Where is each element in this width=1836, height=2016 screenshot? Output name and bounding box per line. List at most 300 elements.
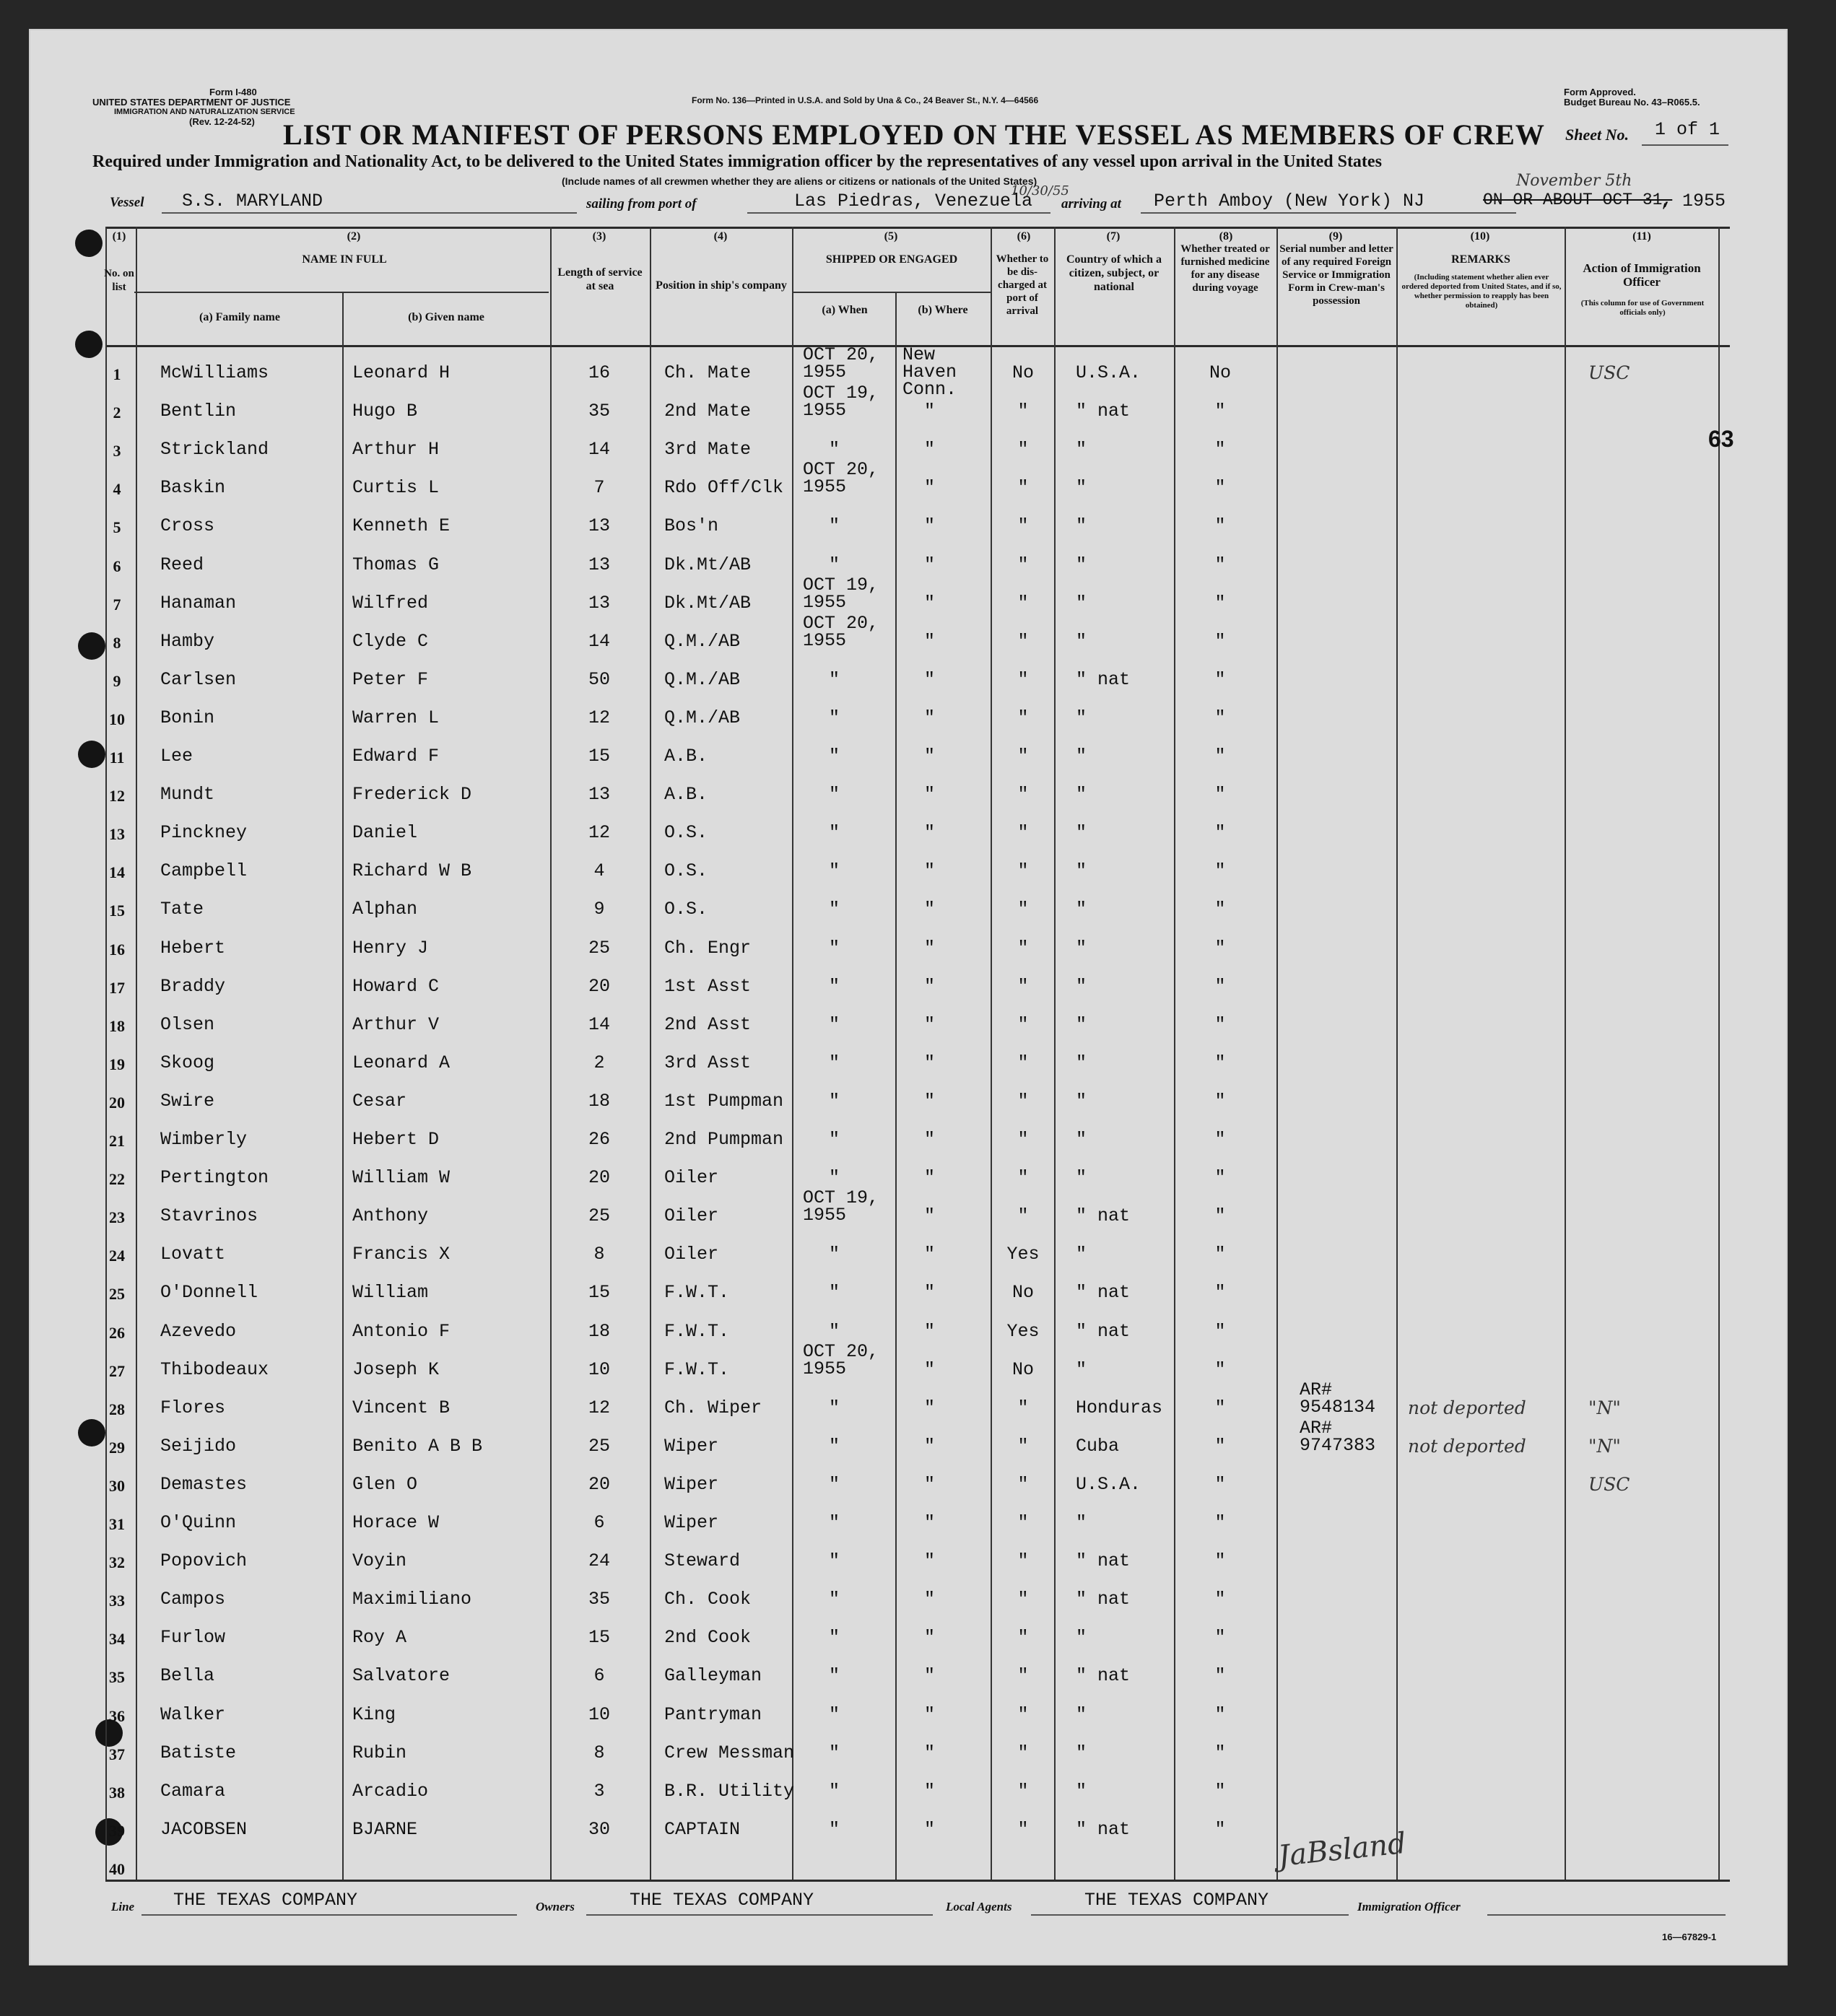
row-discharged: " [1017,1818,1029,1840]
row-immigration-action: USC [1588,362,1630,383]
line-value: THE TEXAS COMPANY [173,1890,358,1911]
row-treated: " [1214,1282,1226,1304]
row-position: 2nd Asst [664,1013,752,1035]
row-treated: " [1214,1703,1226,1725]
row-treated: " [1214,1205,1226,1227]
row-shipped-where: " [924,1818,936,1840]
row-position: Ch. Engr [664,937,752,959]
row-country: Honduras [1076,1397,1163,1418]
row-shipped-where: " [924,1512,936,1533]
row-given-name: Frederick D [352,784,472,806]
row-given-name: Edward F [352,746,440,767]
row-family-name: Bonin [160,707,215,728]
row-service-years: 7 [593,477,605,499]
row-family-name: Braddy [160,975,226,997]
row-discharged: " [1017,1052,1029,1073]
column-rule [1396,227,1398,1880]
row-shipped-where: New Haven Conn. [902,344,957,400]
owners-underline [586,1914,933,1916]
row-serial-number: AR# 9747383 [1300,1417,1376,1456]
row-country: " [1076,899,1087,920]
row-country: " [1076,515,1087,537]
row-shipped-when: OCT 19, 1955 [803,574,879,613]
arriving-port: Perth Amboy (New York) NJ [1154,191,1425,211]
row-treated: " [1214,1780,1226,1802]
row-discharged: " [1017,1013,1029,1035]
column-rule [550,227,552,1880]
row-family-name: Batiste [160,1742,237,1763]
row-treated: " [1214,1244,1226,1265]
officer-label: Immigration Officer [1357,1900,1461,1914]
row-service-years: 6 [593,1665,605,1687]
row-shipped-when: " [829,1320,840,1342]
row-number: 18 [109,1016,125,1035]
row-shipped-when: " [829,1627,840,1649]
row-family-name: Hamby [160,630,215,652]
row-shipped-where: " [924,1320,936,1342]
row-shipped-when: " [829,707,840,728]
column-header-c5: SHIPPED OR ENGAGED [825,253,958,266]
column-rule [792,227,793,1880]
row-shipped-where: " [924,746,936,767]
row-shipped-where: " [924,1703,936,1725]
column-header-c6: Whether to be dis-charged at port of arrival [996,253,1049,317]
row-shipped-where: " [924,1013,936,1035]
vessel-underline [162,212,577,214]
column-header-c3: Length of service at sea [557,266,643,292]
row-position: 1st Asst [664,975,752,997]
row-discharged: " [1017,1742,1029,1763]
column-header-c1: No. on list [104,268,134,293]
row-position: 2nd Pumpman [664,1129,784,1150]
row-family-name: Walker [160,1703,226,1725]
row-shipped-when: " [829,746,840,767]
row-immigration-action: USC [1588,1473,1630,1495]
column-header-c9: Serial number and letter of any required Foreign Service or Immigration Form in Crew-man's possession [1279,243,1393,307]
row-family-name: Pinckney [160,822,248,844]
row-given-name: BJARNE [352,1818,418,1840]
table-top-rule [105,227,1730,229]
row-position: Rdo Off/Clk [664,477,784,499]
row-shipped-when: " [829,1167,840,1189]
row-discharged: " [1017,860,1029,882]
row-number: 7 [113,595,121,614]
column-header-c8_num: (8) [1219,230,1233,243]
row-given-name: William W [352,1167,451,1189]
row-shipped-when: OCT 20, 1955 [803,459,879,498]
row-service-years: 4 [593,860,605,882]
row-service-years: 8 [593,1244,605,1265]
row-country: " [1076,1627,1087,1649]
row-service-years: 18 [588,1090,610,1112]
line-underline [142,1914,517,1916]
row-discharged: " [1017,439,1029,461]
row-shipped-when: " [829,1282,840,1304]
row-discharged: " [1017,1589,1029,1610]
row-shipped-where: " [924,439,936,461]
row-family-name: Campos [160,1589,226,1610]
row-discharged: " [1017,1129,1029,1150]
row-shipped-where: " [924,1358,936,1380]
row-discharged: " [1017,592,1029,614]
row-shipped-when: " [829,1742,840,1763]
row-shipped-when: " [829,439,840,461]
row-service-years: 35 [588,1589,610,1610]
punch-hole [75,230,103,257]
row-service-years: 14 [588,439,610,461]
row-family-name: Olsen [160,1013,215,1035]
row-immigration-action: "N" [1588,1397,1621,1418]
table-bottom-rule [105,1880,1730,1882]
column-header-c2_num: (2) [347,230,361,243]
row-family-name: Mundt [160,784,215,806]
row-discharged: " [1017,401,1029,422]
row-number: 19 [109,1055,125,1073]
row-shipped-where: " [924,1090,936,1112]
row-treated: " [1214,899,1226,920]
row-given-name: Benito A B B [352,1435,483,1457]
row-family-name: Lovatt [160,1244,226,1265]
column-rule [895,292,897,1880]
row-shipped-when: " [829,1665,840,1687]
row-country: " [1076,592,1087,614]
column-header-c5b: (b) Where [918,304,968,316]
row-position: A.B. [664,746,708,767]
row-given-name: Alphan [352,899,418,920]
row-country: " [1076,1090,1087,1112]
form-approved: Form Approved. [1564,87,1636,97]
row-treated: No [1209,362,1231,383]
row-discharged: " [1017,707,1029,728]
row-given-name: Warren L [352,707,440,728]
row-country: " [1076,1052,1087,1073]
row-number: 32 [109,1553,125,1572]
row-discharged: " [1017,975,1029,997]
row-country: " [1076,707,1087,728]
row-position: Ch. Mate [664,362,752,383]
row-family-name: Carlsen [160,668,237,690]
row-discharged: " [1017,477,1029,499]
row-discharged: " [1017,1397,1029,1418]
row-number: 5 [113,518,121,537]
row-family-name: Thibodeaux [160,1358,269,1380]
row-discharged: No [1011,1358,1034,1380]
row-position: Oiler [664,1244,719,1265]
row-treated: " [1214,1665,1226,1687]
row-number: 12 [109,787,125,806]
row-treated: " [1214,1742,1226,1763]
row-shipped-where: " [924,1397,936,1418]
row-discharged: " [1017,1205,1029,1227]
row-service-years: 25 [588,1205,610,1227]
row-shipped-where: " [924,707,936,728]
row-country: " nat [1076,401,1131,422]
row-given-name: William [352,1282,429,1304]
column-header-c8: Whether treated or furnished medicine for any disease during voyage [1180,243,1270,294]
row-service-years: 25 [588,937,610,959]
row-shipped-when: " [829,1818,840,1840]
row-country: " [1076,1129,1087,1150]
row-given-name: Wilfred [352,592,429,614]
row-service-years: 26 [588,1129,610,1150]
row-treated: " [1214,1435,1226,1457]
row-discharged: " [1017,554,1029,575]
row-position: A.B. [664,784,708,806]
sheet-underline [1642,144,1728,146]
agents-underline [1031,1914,1349,1916]
row-shipped-when: OCT 20, 1955 [803,1340,879,1379]
row-treated: " [1214,784,1226,806]
row-country: " [1076,630,1087,652]
row-shipped-where: " [924,1435,936,1457]
owners-value: THE TEXAS COMPANY [630,1890,814,1911]
row-service-years: 15 [588,1627,610,1649]
row-shipped-when: " [829,1512,840,1533]
column-rule [342,292,344,1880]
row-number: 37 [109,1745,125,1763]
row-country: " [1076,746,1087,767]
row-country: " nat [1076,1665,1131,1687]
row-shipped-where: " [924,1665,936,1687]
row-service-years: 10 [588,1358,610,1380]
row-number: 39 [109,1821,125,1840]
row-treated: " [1214,1512,1226,1533]
row-given-name: Daniel [352,822,418,844]
row-family-name: Popovich [160,1550,248,1572]
row-given-name: Arcadio [352,1780,429,1802]
row-service-years: 30 [588,1818,610,1840]
row-shipped-when: OCT 19, 1955 [803,383,879,422]
column-header-c9_num: (9) [1328,230,1343,243]
row-treated: " [1214,439,1226,461]
row-country: " [1076,860,1087,882]
row-service-years: 3 [593,1780,605,1802]
row-service-years: 20 [588,1473,610,1495]
row-service-years: 25 [588,1435,610,1457]
row-given-name: Kenneth E [352,515,451,537]
row-treated: " [1214,592,1226,614]
row-remarks: not deported [1408,1435,1526,1457]
row-number: 23 [109,1208,125,1227]
column-rule [136,227,137,1880]
row-number: 24 [109,1247,125,1265]
column-header-c3_num: (3) [592,230,606,243]
row-discharged: Yes [1006,1320,1040,1342]
row-shipped-when: " [829,1397,840,1418]
row-shipped-when: " [829,975,840,997]
row-number: 1 [113,365,121,383]
row-shipped-when: " [829,1244,840,1265]
printer-line: Form No. 136—Printed in U.S.A. and Sold by Una & Co., 24 Beaver St., N.Y. 4—64566 [692,95,1039,105]
corner-number: 63 [1708,426,1734,452]
row-shipped-where: " [924,554,936,575]
row-service-years: 15 [588,1282,610,1304]
date-struck: ON OR ABOUT OCT 31, [1483,191,1673,209]
row-treated: " [1214,746,1226,767]
row-family-name: O'Quinn [160,1512,237,1533]
row-position: B.R. Utility [664,1780,795,1802]
row-family-name: Seijido [160,1435,237,1457]
row-discharged: No [1011,1282,1034,1304]
row-given-name: Leonard A [352,1052,451,1073]
row-position: Bos'n [664,515,719,537]
row-number: 11 [109,749,125,767]
row-position: 1st Pumpman [664,1090,784,1112]
row-position: O.S. [664,899,708,920]
row-family-name: Flores [160,1397,226,1418]
row-shipped-when: " [829,1435,840,1457]
row-shipped-where: " [924,1589,936,1610]
row-shipped-when: OCT 19, 1955 [803,1187,879,1226]
row-position: 3rd Mate [664,439,752,461]
row-shipped-where: " [924,1742,936,1763]
line-label: Line [111,1900,135,1914]
arriving-label: arriving at [1061,196,1121,211]
row-shipped-where: " [924,784,936,806]
row-position: Q.M./AB [664,707,741,728]
row-position: Wiper [664,1512,719,1533]
row-discharged: " [1017,937,1029,959]
row-family-name: Strickland [160,439,269,461]
row-family-name: Azevedo [160,1320,237,1342]
row-position: Pantryman [664,1703,762,1725]
row-discharged: " [1017,899,1029,920]
row-treated: " [1214,1129,1226,1150]
row-service-years: 9 [593,899,605,920]
row-number: 31 [109,1515,125,1533]
note: (Include names of all crewmen whether they are aliens or citizens or nationals of the United States) [562,175,1037,187]
row-treated: " [1214,630,1226,652]
row-country: " nat [1076,1818,1131,1840]
row-shipped-when: " [829,1090,840,1112]
column-header-c1_num: (1) [112,230,126,243]
column-rule [1174,227,1175,1880]
row-treated: " [1214,1052,1226,1073]
row-given-name: Howard C [352,975,440,997]
row-number: 25 [109,1285,125,1304]
row-treated: " [1214,1167,1226,1189]
column-header-c6_num: (6) [1017,230,1031,243]
row-given-name: Rubin [352,1742,407,1763]
row-given-name: Arthur V [352,1013,440,1035]
row-treated: " [1214,1397,1226,1418]
row-number: 28 [109,1400,125,1418]
row-treated: " [1214,937,1226,959]
row-number: 30 [109,1476,125,1495]
column-rule [650,227,651,1880]
row-country: " [1076,784,1087,806]
sheet-value: 1 of 1 [1655,119,1720,140]
row-treated: " [1214,707,1226,728]
row-country: " [1076,439,1087,461]
row-number: 38 [109,1783,125,1802]
row-shipped-where: " [924,401,936,422]
row-shipped-where: " [924,1780,936,1802]
row-given-name: Joseph K [352,1358,440,1380]
row-number: 14 [109,863,125,882]
row-treated: " [1214,1589,1226,1610]
row-given-name: Voyin [352,1550,407,1572]
row-shipped-when: " [829,668,840,690]
row-discharged: " [1017,515,1029,537]
row-family-name: Camara [160,1780,226,1802]
row-number: 22 [109,1170,125,1189]
row-family-name: Hanaman [160,592,237,614]
sailing-handwritten: 10/30/55 [1011,183,1069,198]
year: , 1955 [1661,191,1726,211]
row-number: 15 [109,902,125,920]
row-treated: " [1214,1473,1226,1495]
row-family-name: Bella [160,1665,215,1687]
page-title: LIST OR MANIFEST OF PERSONS EMPLOYED ON THE VESSEL AS MEMBERS OF CREW [283,118,1545,151]
row-position: 3rd Asst [664,1052,752,1073]
row-discharged: " [1017,746,1029,767]
row-given-name: Salvatore [352,1665,451,1687]
column-header-c10_num: (10) [1470,230,1490,243]
row-country: " [1076,937,1087,959]
column-header-c4: Position in ship's company [656,279,787,292]
row-country: " [1076,1244,1087,1265]
row-family-name: O'Donnell [160,1282,258,1304]
row-treated: " [1214,975,1226,997]
row-country: " [1076,1780,1087,1802]
row-service-years: 50 [588,668,610,690]
row-service-years: 14 [588,1013,610,1035]
row-country: " [1076,1703,1087,1725]
row-position: Wiper [664,1473,719,1495]
row-country: " [1076,1742,1087,1763]
row-family-name: Baskin [160,477,226,499]
service: IMMIGRATION AND NATURALIZATION SERVICE [114,108,295,116]
subtitle: Required under Immigration and Nationality Act, to be delivered to the United States immigration officer by the representatives of any vessel upon arrival in the United States [92,152,1382,171]
row-shipped-when: " [829,554,840,575]
column-header-c11_sub: (This column for use of Government officials only) [1580,299,1705,317]
row-treated: " [1214,668,1226,690]
row-country: " nat [1076,1320,1131,1342]
row-treated: " [1214,1090,1226,1112]
row-treated: " [1214,1358,1226,1380]
row-given-name: Curtis L [352,477,440,499]
row-position: Dk.Mt/AB [664,554,752,575]
row-given-name: Henry J [352,937,429,959]
row-given-name: Hugo B [352,401,418,422]
row-given-name: Clyde C [352,630,429,652]
row-remarks: not deported [1408,1397,1526,1418]
row-shipped-where: " [924,899,936,920]
row-number: 8 [113,633,121,652]
row-position: Steward [664,1550,741,1572]
row-discharged: " [1017,1167,1029,1189]
row-number: 29 [109,1438,125,1457]
row-discharged: " [1017,630,1029,652]
row-number: 33 [109,1592,125,1610]
row-number: 4 [113,480,121,499]
row-discharged: " [1017,1665,1029,1687]
row-shipped-when: " [829,1589,840,1610]
row-treated: " [1214,860,1226,882]
row-position: Dk.Mt/AB [664,592,752,614]
date-handwritten: November 5th [1516,172,1632,190]
row-treated: " [1214,477,1226,499]
row-discharged: " [1017,1780,1029,1802]
row-discharged: " [1017,1473,1029,1495]
row-family-name: Wimberly [160,1129,248,1150]
row-shipped-when: OCT 20, 1955 [803,612,879,651]
row-treated: " [1214,1320,1226,1342]
row-discharged: " [1017,784,1029,806]
row-immigration-action: "N" [1588,1435,1621,1457]
row-shipped-where: " [924,1282,936,1304]
